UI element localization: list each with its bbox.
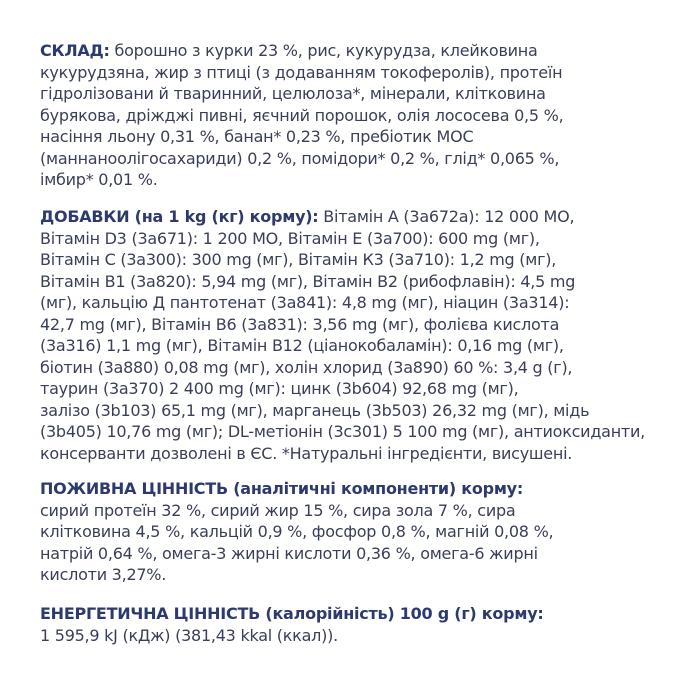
energy-line: 1 595,9 kJ (кДж) (381,43 kkal (ккал)). (40, 625, 338, 645)
additives-heading: ДОБАВКИ (на 1 kg (кг) корму): (40, 207, 319, 226)
composition-heading: СКЛАД: (40, 41, 110, 60)
composition-section (40, 40, 650, 191)
nutrition-section (40, 478, 650, 586)
nutrition-line: кислоти 3,27%. (40, 565, 167, 584)
composition-line: насіння льону 0,31 %, банан* 0,23 %, пребіотик МОС (40, 127, 474, 146)
additives-line: Вітамін В1 (3а820): 5,94 mg (мг), Вітамін В2 (рибофлавін): 4,5 mg (40, 271, 576, 291)
additives-line: (3а316) 1,1 mg (мг), Вітамін В12 (ціанокобаламін): 0,16 mg (мг), (40, 336, 564, 355)
composition-line: імбир* 0,01 %. (40, 170, 158, 189)
additives-line: Вітамін D3 (3а671): 1 200 МО, Вітамін Е (3а700): 600 mg (мг), (40, 228, 540, 248)
additives-line (40, 206, 650, 228)
nutrition-line: сирий протеїн 32 %, сирий жир 15 %, сира зола 7 %, сира (40, 500, 516, 520)
composition-line: кукурудзяна, жир з птиці (з додаванням токоферолів), протеїн (40, 62, 563, 82)
energy-section (40, 603, 650, 646)
additives-line: консерванти дозволені в ЄС. *Натуральні інгредієнти, висушені. (40, 443, 573, 463)
additives-line: (3b405) 10,76 mg (мг); DL-метіонін (3c301) 5 100 mg (мг), антиоксиданти, (40, 422, 645, 441)
additives-line: таурин (3а370) 2 400 mg (мг): цинк (3b604) 92,68 mg (мг), (40, 379, 519, 398)
additives-section (40, 206, 650, 464)
nutrition-heading: ПОЖИВНА ЦІННІСТЬ (аналітичні компоненти) корму: (40, 479, 523, 498)
composition-line: (маннаноолігосахариди) 0,2 %, помідори* 0,2 %, глід* 0,065 %, (40, 148, 560, 168)
additives-line: 42,7 mg (мг), Вітамін В6 (3а831): 3,56 mg (мг), фолієва кислота (40, 314, 560, 334)
composition-line: гідролізовани й тваринний, целюлоза*, мінерали, клітковина (40, 84, 546, 103)
additives-text: Вітамін А (3а672а): 12 000 МО, (318, 207, 575, 226)
composition-text: борошно з курки 23 %, рис, кукурудза, клейковина (109, 41, 538, 60)
composition-line: бурякова, дріжджі пивні, яєчний порошок, олія лососева 0,5 %, (40, 105, 564, 125)
composition-line (40, 40, 650, 62)
additives-line: Вітамін С (3а300): 300 mg (мг), Вітамін К3 (3а710): 1,2 mg (мг), (40, 250, 557, 269)
nutrition-line: клітковина 4,5 %, кальцій 0,9 %, фосфор 0,8 %, магній 0,08 %, (40, 522, 554, 541)
energy-heading: ЕНЕРГЕТИЧНА ЦІННІСТЬ (калорійність) 100 g (г) корму: (40, 604, 544, 623)
additives-line: залізо (3b103) 65,1 mg (мг), марганець (3b503) 26,32 mg (мг), мідь (40, 400, 590, 420)
additives-line: (мг), кальцію Д пантотенат (3а841): 4,8 mg (мг), ніацин (3а314): (40, 293, 570, 312)
nutrition-line: натрій 0,64 %, омега-3 жирні кислоти 0,36 %, омега-6 жирні (40, 543, 538, 563)
additives-line: біотин (3а880) 0,08 mg (мг), холін хлорид (3а890) 60 %: 3,4 g (г), (40, 357, 573, 377)
